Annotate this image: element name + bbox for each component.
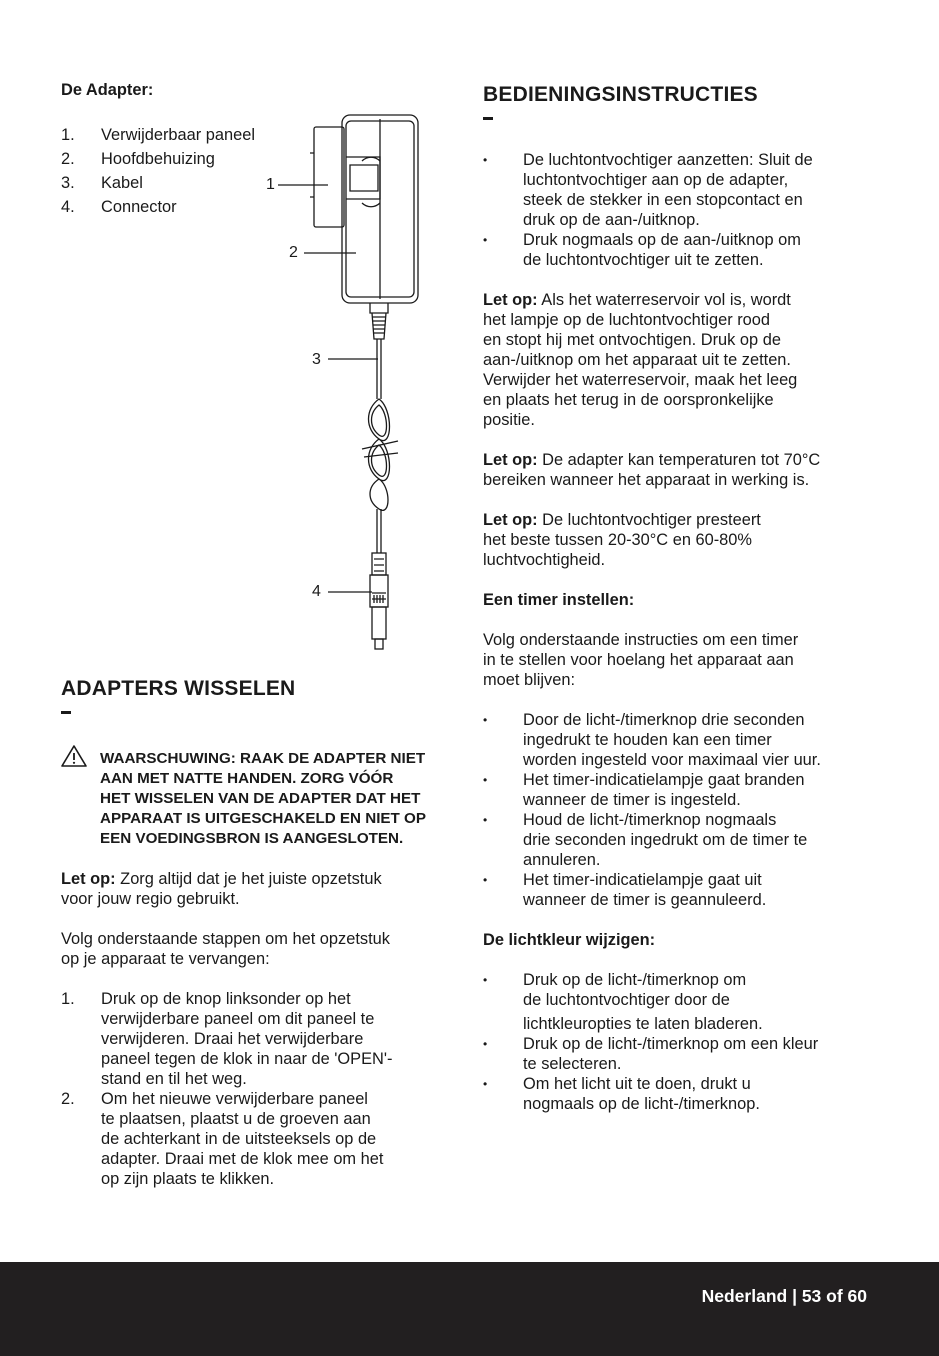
adapter-heading: De Adapter: <box>61 81 154 99</box>
bediening-bullets <box>483 150 883 270</box>
bediening-heading: BEDIENINGSINSTRUCTIES <box>483 83 758 106</box>
list-item: • Druk op de licht-/timerknop om een kleur te selecteren. <box>483 1035 819 1073</box>
list-item: 4. Connector <box>61 198 177 216</box>
list-item: • Het timer-indicatielampje gaat branden wanneer de timer is ingesteld. <box>483 771 805 809</box>
callout-2: 2 <box>289 244 298 261</box>
page-number: Nederland | 53 of 60 <box>701 1286 867 1306</box>
lichtkleur-bullets <box>483 970 893 1114</box>
timer-intro: Volg onderstaande instructies om een timer in te stellen voor hoelang het apparaat aan moet blijven: <box>483 631 799 689</box>
heading-dash <box>483 117 493 120</box>
list-item: 2. Hoofdbehuizing <box>61 150 215 168</box>
list-item: • De luchtontvochtiger aanzetten: Sluit de luchtontvochtiger aan op de adapter, steek de stekker in een stopcontact en druk op de aan-/uitknop. <box>483 151 813 229</box>
adapters-wisselen-heading: ADAPTERS WISSELEN <box>61 677 296 700</box>
list-item: 2. Om het nieuwe verwijderbare paneel te plaatsen, plaatst u de groeven aan de achterkant in de uitsteeksels op de adapter. Draai met de klok mee om het op zijn plaats te klikken. <box>61 1090 384 1188</box>
list-item: • Het timer-indicatielampje gaat uit wanneer de timer is geannuleerd. <box>483 871 767 909</box>
list-item: 1. Verwijderbaar paneel <box>61 126 255 144</box>
note-waterreservoir: Let op: Als het waterreservoir vol is, wordt het lampje op de luchtontvochtiger rood en stopt hij met ontvochtigen. Druk op de aan-/uitknop om het apparaat uit te zetten. Verwijder het waterreservoir, maak het leeg en plaats het terug in de oorspronkelijke positie. <box>483 291 798 429</box>
list-item: • Om het licht uit te doen, drukt u nogmaals op de licht-/timerknop. <box>483 1075 760 1113</box>
replace-steps <box>61 989 451 1189</box>
list-item: • Houd de licht-/timerknop nogmaals drie seconden ingedrukt om de timer te annuleren. <box>483 811 808 869</box>
adapter-note: Let op: Zorg altijd dat je het juiste opzetstuk voor jouw regio gebruikt. <box>61 870 382 908</box>
note-performance: Let op: De luchtontvochtiger presteert het beste tussen 20-30°C en 60-80% luchtvochtigheid. <box>483 511 761 569</box>
warning-text: WAARSCHUWING: RAAK DE ADAPTER NIET AAN MET NATTE HANDEN. ZORG VÓÓR HET WISSELEN VAN DE ADAPTER DAT HET APPARAAT IS UITGESCHAKELD EN NIET OP EEN VOEDINGSBRON IS AANGESLOTEN. <box>100 750 426 847</box>
timer-heading: Een timer instellen: <box>483 591 635 609</box>
list-item: • Door de licht-/timerknop drie seconden ingedrukt te houden kan een timer worden ingesteld voor maximaal vier uur. <box>483 711 821 769</box>
timer-bullets <box>483 710 893 910</box>
replace-intro: Volg onderstaande stappen om het opzetstuk op je apparaat te vervangen: <box>61 930 390 968</box>
lichtkleur-heading: De lichtkleur wijzigen: <box>483 931 656 949</box>
list-item: 3. Kabel <box>61 174 143 192</box>
heading-dash <box>61 711 71 714</box>
warning-icon <box>60 744 88 768</box>
callout-3: 3 <box>312 351 321 368</box>
list-item: • Druk op de licht-/timerknop om de luchtontvochtiger door de lichtkleuropties te laten bladeren. <box>483 971 763 1033</box>
list-item: 1. Druk op de knop linksonder op het verwijderbare paneel om dit paneel te verwijderen. Draai het verwijderbare paneel tegen de klok in naar de 'OPEN'- stand en til het weg. <box>61 990 393 1088</box>
note-temperature: Let op: De adapter kan temperaturen tot 70°C bereiken wanneer het apparaat in werking is. <box>483 451 821 489</box>
callout-4: 4 <box>312 583 321 600</box>
page-footer <box>0 1262 939 1356</box>
adapter-illustration <box>262 105 442 660</box>
callout-1: 1 <box>266 176 275 193</box>
list-item: • Druk nogmaals op de aan-/uitknop om de luchtontvochtiger uit te zetten. <box>483 231 801 269</box>
